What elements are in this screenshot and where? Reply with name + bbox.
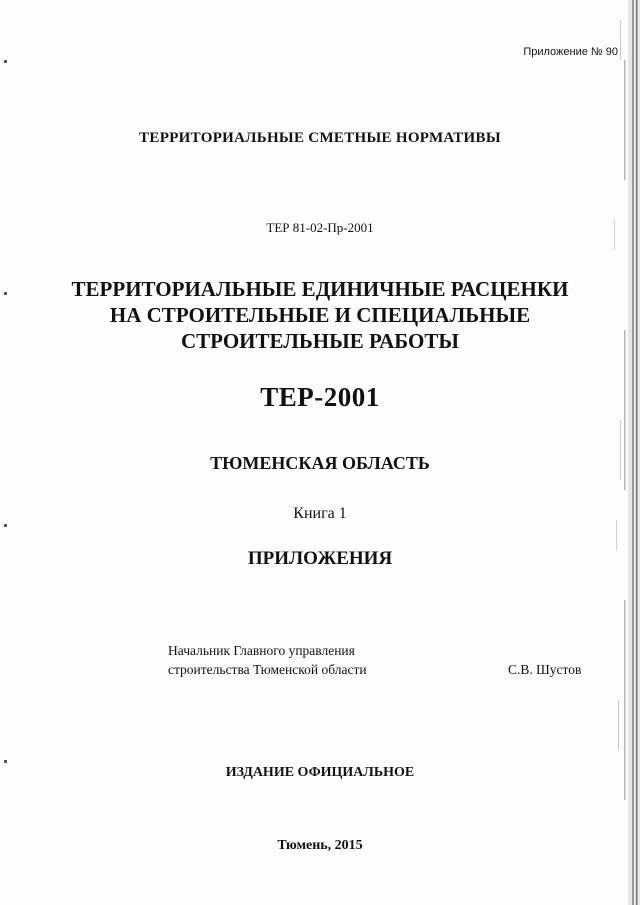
scan-mark xyxy=(4,760,7,763)
scan-mark xyxy=(4,60,7,63)
region-heading: ТЮМЕНСКАЯ ОБЛАСТЬ xyxy=(210,453,430,473)
signatory-position xyxy=(168,641,367,679)
scan-mark xyxy=(4,524,7,527)
document-code: ТЕР 81-02-Пр-2001 xyxy=(266,220,374,235)
collection-heading: ТЕРРИТОРИАЛЬНЫЕ СМЕТНЫЕ НОРМАТИВЫ xyxy=(139,130,501,146)
book-number: Книга 1 xyxy=(293,505,347,522)
scan-mark xyxy=(4,292,7,295)
signatory-name: С.В. Шустов xyxy=(508,662,582,677)
signatory-position-line-1: Начальник Главного управления xyxy=(168,643,355,658)
title-line-1: ТЕРРИТОРИАЛЬНЫЕ ЕДИНИЧНЫЕ РАСЦЕНКИ xyxy=(71,277,569,301)
edition-label: ИЗДАНИЕ ОФИЦИАЛЬНОЕ xyxy=(225,765,415,780)
title-line-2: НА СТРОИТЕЛЬНЫЕ И СПЕЦИАЛЬНЫЕ xyxy=(109,303,531,327)
main-title: ТЕР-2001 xyxy=(260,382,380,412)
place-year: Тюмень, 2015 xyxy=(277,838,363,853)
scan-edge-noise xyxy=(606,0,640,905)
signatory-position-line-2: строительства Тюменской области xyxy=(168,662,367,677)
document-title xyxy=(0,276,640,354)
title-line-3: СТРОИТЕЛЬНЫЕ РАБОТЫ xyxy=(180,329,460,353)
appendix-label: Приложение № 90 xyxy=(523,46,618,58)
section-heading: ПРИЛОЖЕНИЯ xyxy=(247,548,393,569)
